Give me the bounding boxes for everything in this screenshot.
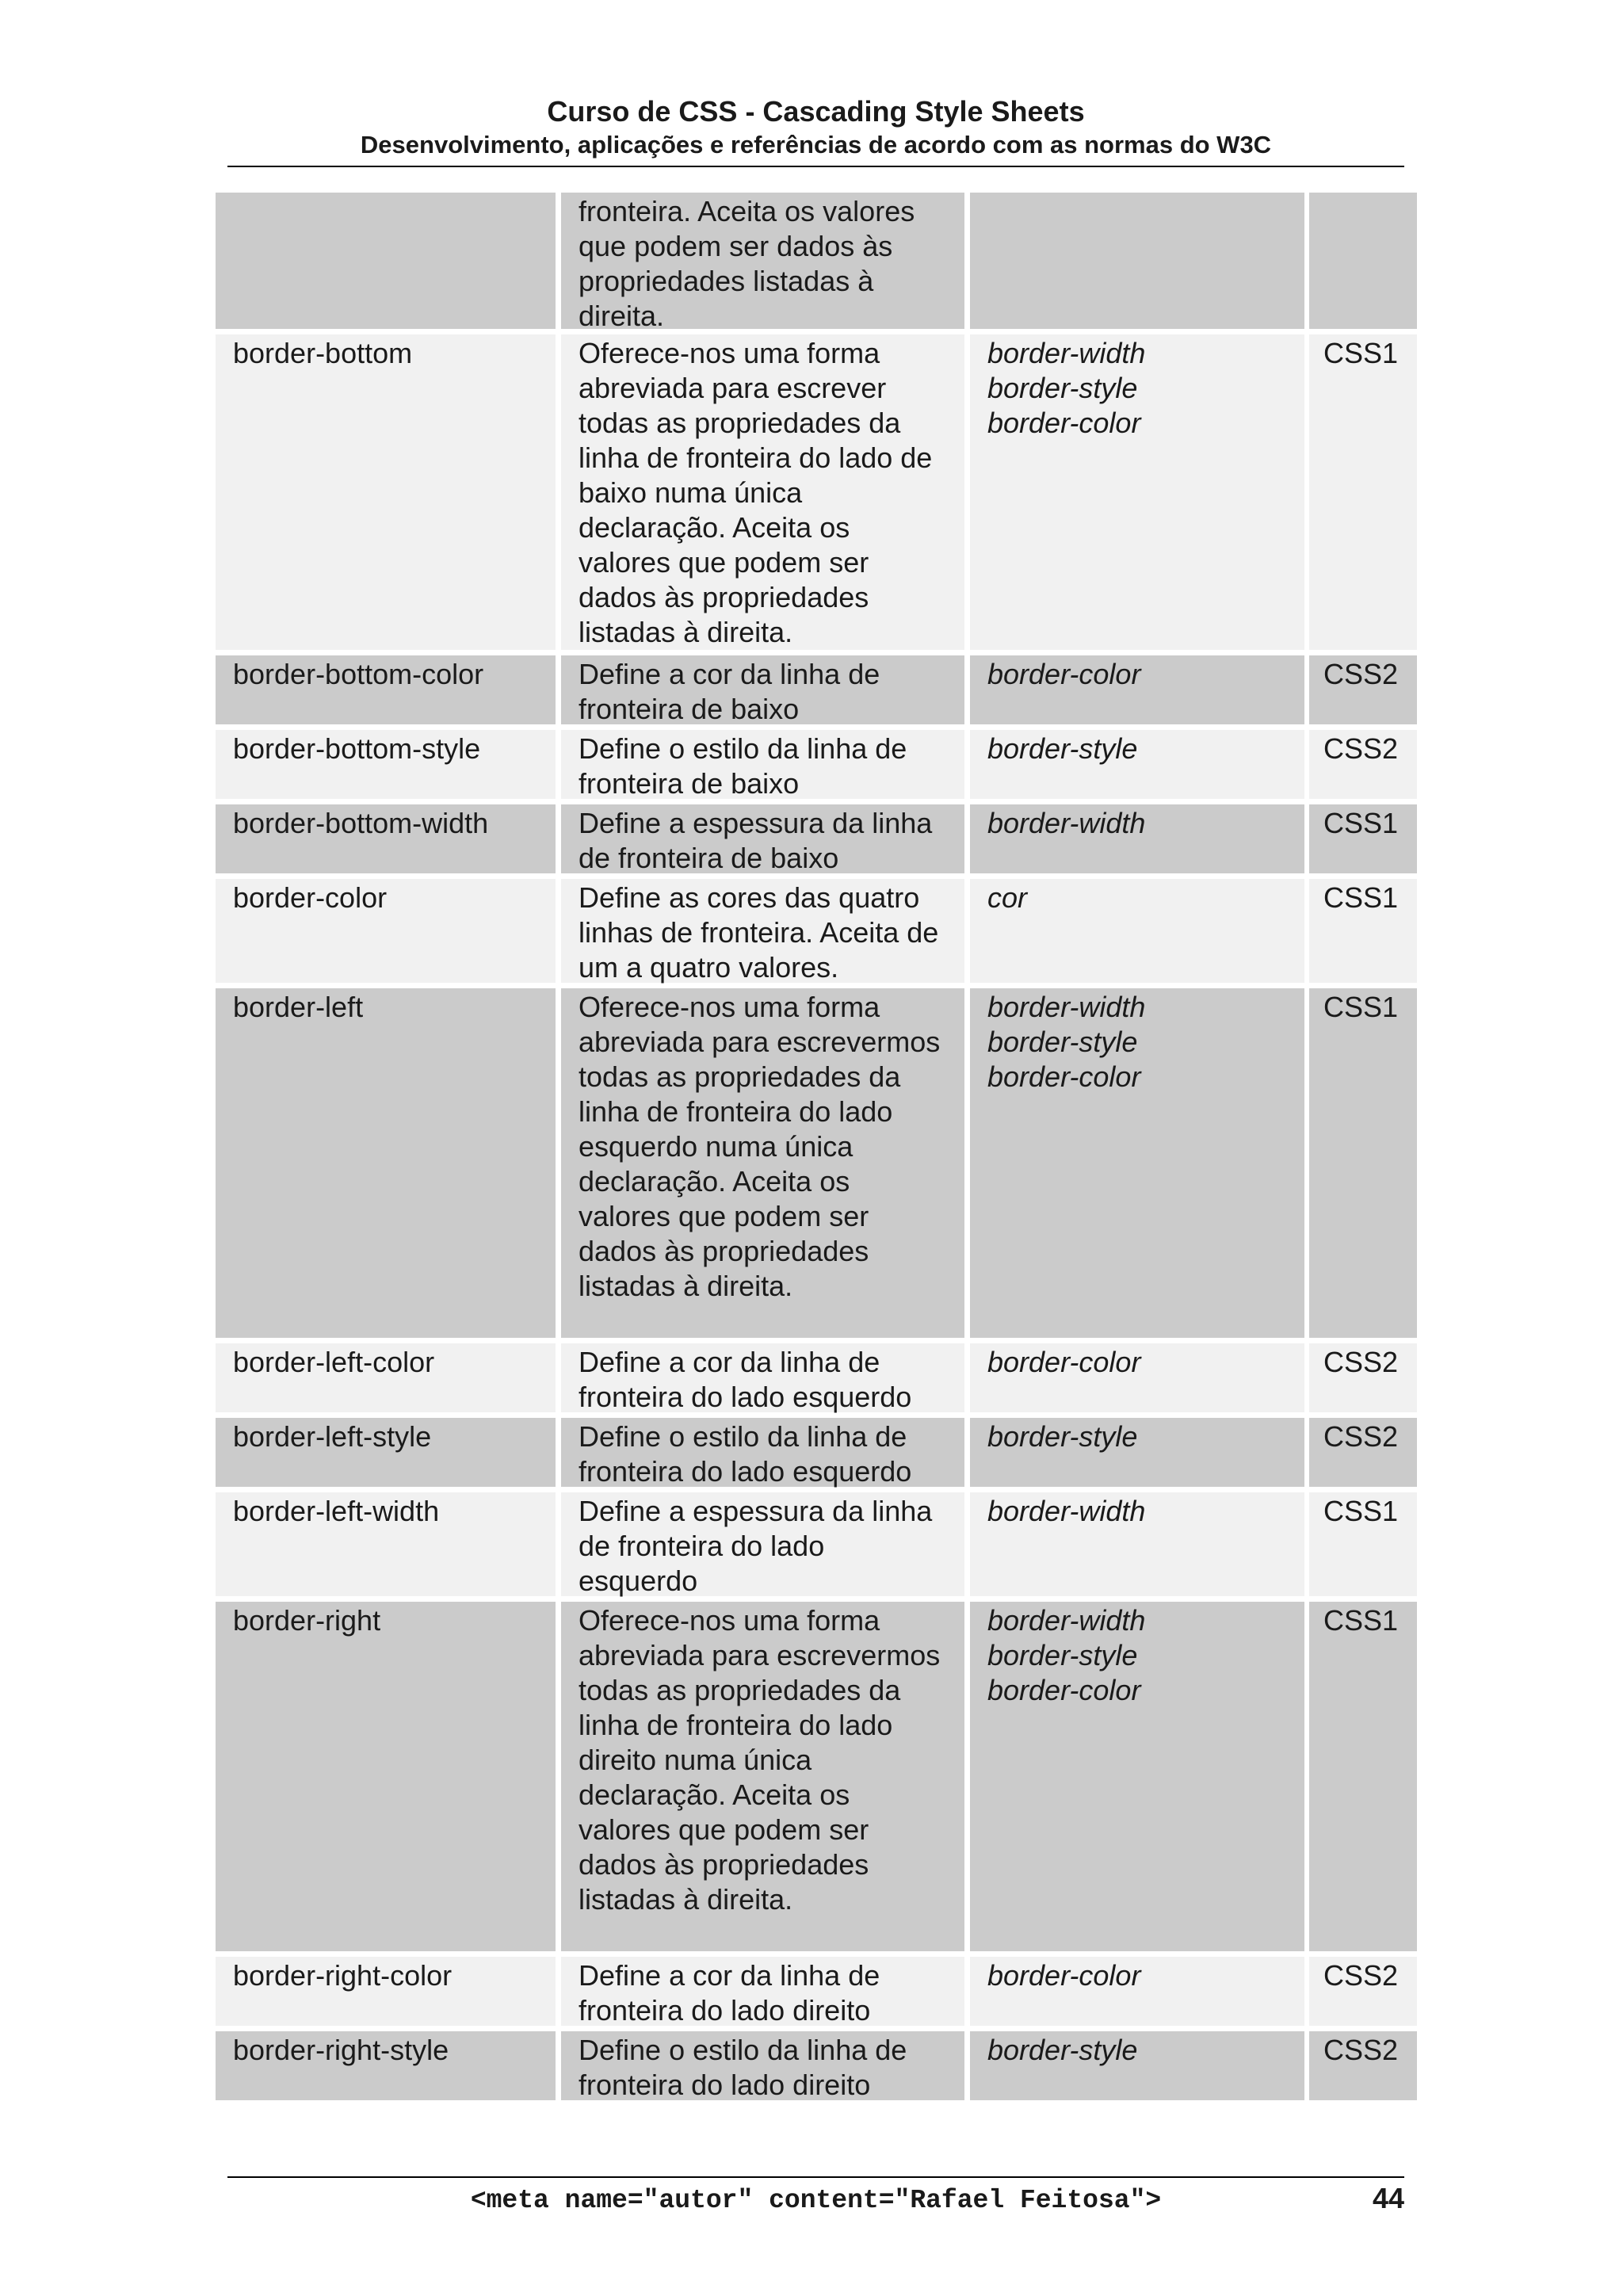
property-name-cell: border-left	[216, 988, 556, 1338]
value-item: border-color	[987, 658, 1141, 690]
value-item: border-width	[987, 1495, 1146, 1527]
css-version-cell: CSS2	[1309, 1957, 1417, 2026]
values-cell	[970, 1957, 1304, 2026]
property-name-cell: border-left-style	[216, 1418, 556, 1487]
table-row	[216, 1957, 1417, 2026]
table-row	[216, 193, 1417, 332]
property-name-cell	[216, 193, 556, 329]
description-cell: Define a cor da linha de fronteira do lado direito	[561, 1957, 964, 2026]
table-row	[216, 988, 1417, 1338]
table-row	[216, 2031, 1417, 2100]
description-cell: Oferece-nos uma forma abreviada para escrevermos todas as propriedades da linha de fronteira do lado esquerdo numa única declaração. Aceita os valores que podem ser dados às propriedades listadas à direita.	[561, 988, 964, 1338]
property-name-cell: border-bottom-style	[216, 730, 556, 799]
value-item: border-width	[987, 991, 1146, 1023]
footer-meta-code: <meta name="autor" content="Rafael Feitosa">	[470, 2186, 1162, 2215]
table-row	[216, 804, 1417, 873]
property-name-cell: border-bottom	[216, 334, 556, 650]
value-item: border-style	[987, 2034, 1138, 2066]
value-item: border-color	[987, 407, 1141, 439]
value-item: border-color	[987, 1346, 1141, 1378]
table-row	[216, 1492, 1417, 1596]
property-name-cell: border-bottom-color	[216, 655, 556, 724]
property-name-cell: border-bottom-width	[216, 804, 556, 873]
table-row	[216, 1418, 1417, 1487]
table-row	[216, 730, 1417, 799]
css-version-cell: CSS2	[1309, 730, 1417, 799]
property-name-cell: border-left-width	[216, 1492, 556, 1596]
page-header	[227, 95, 1404, 160]
property-name-cell: border-right-color	[216, 1957, 556, 2026]
values-cell	[970, 334, 1304, 650]
values-cell	[970, 193, 1304, 329]
description-cell: Define a espessura da linha de fronteira de baixo	[561, 804, 964, 873]
document-title: Curso de CSS - Cascading Style Sheets	[547, 95, 1085, 128]
page-number: 44	[1372, 2182, 1404, 2214]
css-version-cell: CSS2	[1309, 1343, 1417, 1412]
css-version-cell: CSS1	[1309, 1602, 1417, 1951]
values-cell	[970, 1418, 1304, 1487]
table-row	[216, 1343, 1417, 1412]
value-item: border-width	[987, 337, 1146, 369]
value-item: border-style	[987, 1420, 1138, 1453]
values-cell	[970, 730, 1304, 799]
value-item: border-style	[987, 372, 1138, 404]
css-version-cell: CSS1	[1309, 1492, 1417, 1596]
value-item: border-color	[987, 1959, 1141, 1992]
values-cell	[970, 879, 1304, 983]
value-item: border-width	[987, 1604, 1146, 1637]
value-item: border-style	[987, 732, 1138, 765]
property-name-cell: border-right	[216, 1602, 556, 1951]
value-item: cor	[987, 881, 1028, 914]
value-item: border-color	[987, 1060, 1141, 1093]
property-name-cell: border-left-color	[216, 1343, 556, 1412]
css-version-cell: CSS1	[1309, 879, 1417, 983]
description-cell: Oferece-nos uma forma abreviada para escrever todas as propriedades da linha de fronteira do lado de baixo numa única declaração. Aceita os valores que podem ser dados às propriedades listadas à direita.	[561, 334, 964, 650]
header-divider	[227, 166, 1404, 167]
footer-divider	[227, 2176, 1404, 2178]
values-cell	[970, 1602, 1304, 1951]
value-item: border-style	[987, 1026, 1138, 1058]
description-cell: Define o estilo da linha de fronteira de baixo	[561, 730, 964, 799]
property-name-cell: border-right-style	[216, 2031, 556, 2100]
values-cell	[970, 988, 1304, 1338]
css-version-cell: CSS1	[1309, 334, 1417, 650]
css-version-cell: CSS2	[1309, 1418, 1417, 1487]
css-version-cell: CSS2	[1309, 655, 1417, 724]
table-row	[216, 334, 1417, 650]
description-cell: Oferece-nos uma forma abreviada para escrevermos todas as propriedades da linha de fronteira do lado direito numa única declaração. Aceita os valores que podem ser dados às propriedades listadas à direita.	[561, 1602, 964, 1951]
values-cell	[970, 1492, 1304, 1596]
values-cell	[970, 1343, 1304, 1412]
values-cell	[970, 655, 1304, 724]
description-cell: Define a cor da linha de fronteira do lado esquerdo	[561, 1343, 964, 1412]
property-name-cell: border-color	[216, 879, 556, 983]
css-version-cell: CSS2	[1309, 2031, 1417, 2100]
css-properties-table	[216, 193, 1417, 2106]
description-cell: Define o estilo da linha de fronteira do lado esquerdo	[561, 1418, 964, 1487]
description-cell: fronteira. Aceita os valores que podem ser dados às propriedades listadas à direita.	[561, 193, 964, 329]
value-item: border-style	[987, 1639, 1138, 1671]
table-row	[216, 879, 1417, 983]
description-cell: Define o estilo da linha de fronteira do lado direito	[561, 2031, 964, 2100]
description-cell: Define a espessura da linha de fronteira do lado esquerdo	[561, 1492, 964, 1596]
table-row	[216, 1602, 1417, 1951]
css-version-cell: CSS1	[1309, 804, 1417, 873]
description-cell: Define a cor da linha de fronteira de baixo	[561, 655, 964, 724]
css-version-cell: CSS1	[1309, 988, 1417, 1338]
values-cell	[970, 804, 1304, 873]
table-row	[216, 655, 1417, 724]
css-version-cell	[1309, 193, 1417, 329]
values-cell	[970, 2031, 1304, 2100]
document-subtitle: Desenvolvimento, aplicações e referências de acordo com as normas do W3C	[360, 131, 1272, 159]
value-item: border-color	[987, 1674, 1141, 1706]
value-item: border-width	[987, 807, 1146, 839]
description-cell: Define as cores das quatro linhas de fronteira. Aceita de um a quatro valores.	[561, 879, 964, 983]
